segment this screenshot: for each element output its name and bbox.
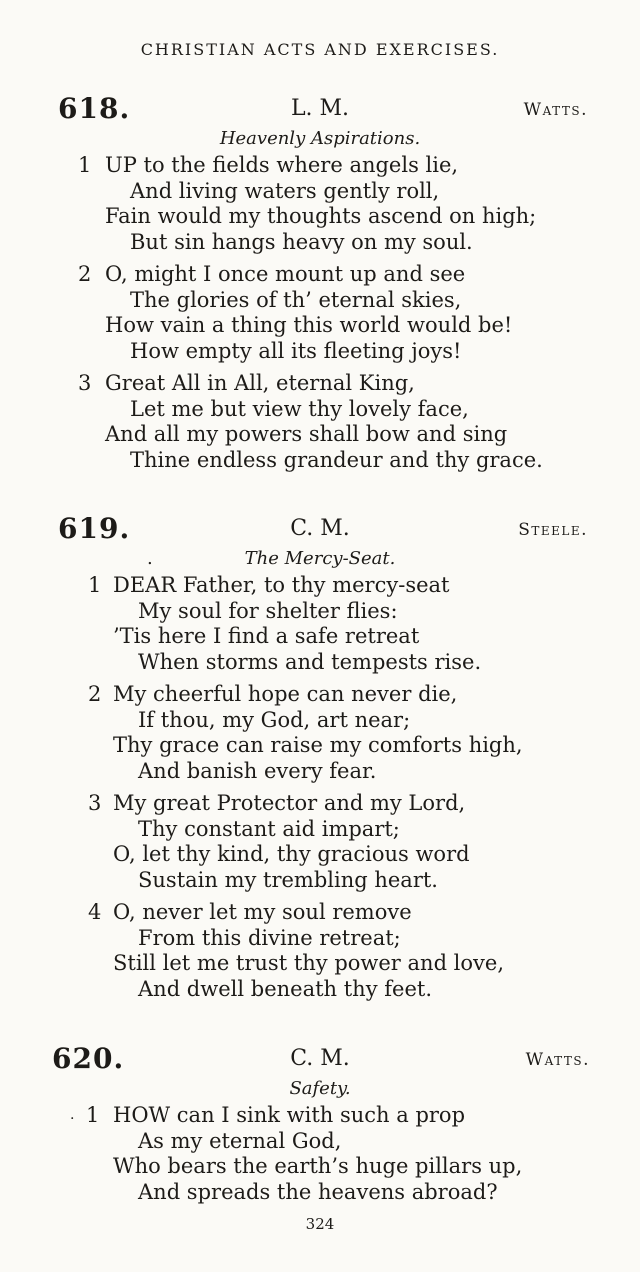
- verse-text: HOW can I sink with such a prop: [113, 1103, 466, 1127]
- verse-line: [0, 573, 640, 599]
- stray-mark: .: [70, 1107, 75, 1123]
- verse-line: Thy constant aid impart;: [138, 816, 400, 841]
- stanza: [0, 1103, 640, 1205]
- verse-line: My soul for shelter flies:: [138, 598, 398, 623]
- hymn-number: 619.: [58, 512, 131, 545]
- stanza: [0, 573, 640, 675]
- stanza: [0, 900, 640, 1002]
- hymn-618: [0, 92, 640, 480]
- verse-line: And living waters gently roll,: [130, 178, 440, 203]
- hymn-subtitle-row: [0, 548, 640, 569]
- stray-dot: .: [147, 548, 153, 569]
- verse-line: ’Tis here I find a safe retreat: [113, 624, 420, 648]
- verse-line: Thy grace can raise my comforts high,: [113, 733, 523, 757]
- verse-line: [0, 1103, 640, 1129]
- verse-text: O, never let my soul remove: [113, 900, 412, 924]
- hymn-author: Watts.: [523, 100, 588, 120]
- stanza: [0, 153, 640, 255]
- stanza: [0, 791, 640, 893]
- hymn-header: [0, 512, 640, 548]
- stanza: [0, 682, 640, 784]
- hymn-619: [0, 512, 640, 1009]
- stanza-number: 3: [78, 371, 92, 395]
- verse-line: Let me but view thy lovely face,: [130, 396, 469, 421]
- verse-line: Thine endless grandeur and thy grace.: [130, 447, 543, 472]
- hymn-meter: C. M.: [290, 516, 350, 541]
- hymn-header: [0, 92, 640, 128]
- stanza-number: 1: [86, 1103, 100, 1127]
- stanza: [0, 371, 640, 473]
- verse-line: [0, 791, 640, 817]
- stanza-number: 1: [88, 573, 102, 597]
- stanza: [0, 262, 640, 364]
- verse-line: [0, 153, 640, 179]
- verse-line: [0, 682, 640, 708]
- verse-line: How empty all its fleeting joys!: [130, 338, 462, 363]
- verse-line: Sustain my trembling heart.: [138, 867, 438, 892]
- verse-text: DEAR Father, to thy mercy-seat: [113, 573, 450, 597]
- verse-text: My cheerful hope can never die,: [113, 682, 458, 706]
- verse-line: And banish every fear.: [138, 758, 377, 783]
- verse-text: My great Protector and my Lord,: [113, 791, 466, 815]
- verse-line: Still let me trust thy power and love,: [113, 951, 505, 975]
- stanza-number: 1: [78, 153, 92, 177]
- verse-text: UP to the fields where angels lie,: [105, 153, 459, 177]
- stanza-number: 4: [88, 900, 102, 924]
- hymn-number: 618.: [58, 92, 131, 125]
- verse-line: As my eternal God,: [138, 1128, 342, 1153]
- stanza-number: 3: [88, 791, 102, 815]
- hymn-subtitle: Heavenly Aspirations.: [219, 128, 421, 149]
- verse-line: But sin hangs heavy on my soul.: [130, 229, 473, 254]
- verse-text: Great All in All, eternal King,: [105, 371, 415, 395]
- hymn-subtitle: Safety.: [289, 1078, 351, 1099]
- stanza-number: 2: [78, 262, 92, 286]
- verse-line: [0, 900, 640, 926]
- verse-line: And dwell beneath thy feet.: [138, 976, 432, 1001]
- verse-line: O, let thy kind, thy gracious word: [113, 842, 470, 866]
- verse-line: And spreads the heavens abroad?: [138, 1179, 498, 1204]
- verse-line: If thou, my God, art near;: [138, 707, 411, 732]
- verse-line: [0, 262, 640, 288]
- verse-line: And all my powers shall bow and sing: [105, 422, 508, 446]
- hymn-meter: L. M.: [290, 96, 350, 121]
- verse-line: From this divine retreat;: [138, 925, 401, 950]
- stanza-number: 2: [88, 682, 102, 706]
- verse-line: Fain would my thoughts ascend on high;: [105, 204, 537, 228]
- hymn-meter: C. M.: [290, 1046, 350, 1071]
- hymn-subtitle: The Mercy-Seat.: [244, 548, 396, 569]
- hymn-620: [0, 1042, 640, 1212]
- hymn-author: Steele.: [518, 520, 588, 540]
- verse-line: When storms and tempests rise.: [138, 649, 482, 674]
- hymn-author: Watts.: [525, 1050, 590, 1070]
- verse-line: How vain a thing this world would be!: [105, 313, 513, 337]
- hymn-number: 620.: [52, 1042, 125, 1075]
- verse-line: The glories of th’ eternal skies,: [130, 287, 462, 312]
- verse-text: O, might I once mount up and see: [105, 262, 466, 286]
- running-head: CHRISTIAN ACTS AND EXERCISES.: [140, 40, 500, 59]
- verse-line: [0, 371, 640, 397]
- page-number: 324: [305, 1215, 335, 1233]
- verse-line: Who bears the earth’s huge pillars up,: [113, 1154, 523, 1178]
- hymn-header: [0, 1042, 640, 1078]
